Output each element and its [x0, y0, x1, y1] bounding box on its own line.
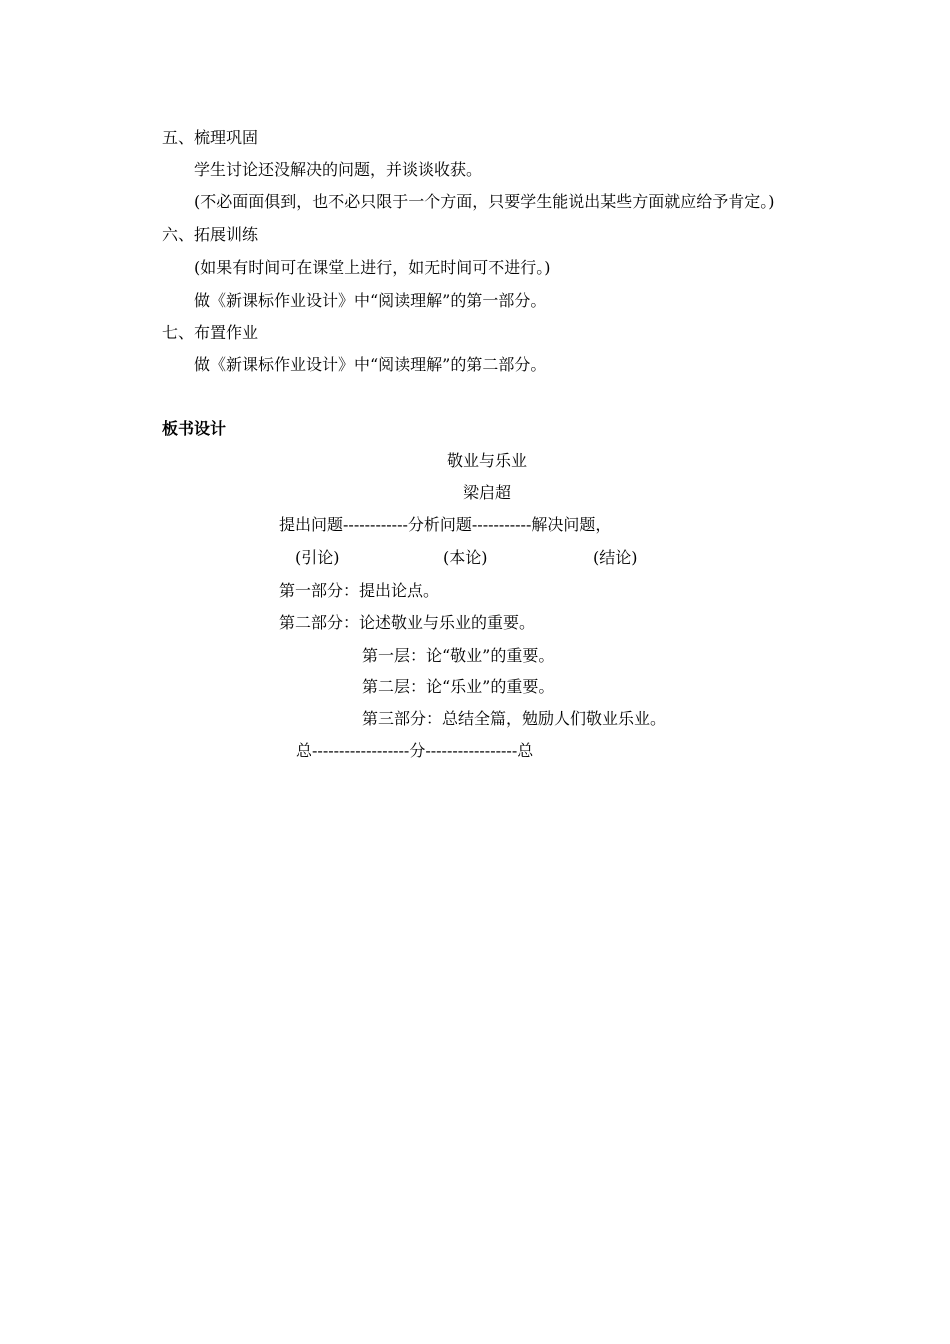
board-flow: 提出问题------------分析问题-----------解决问题，	[279, 515, 612, 534]
board-part-2: 第二部分：论述敬业与乐业的重要。	[279, 613, 536, 632]
section-heading-6: 六、拓展训练	[162, 225, 259, 244]
section-line: 做《新课标作业设计》中“阅读理解”的第一部分。	[194, 291, 547, 310]
board-heading: 板书设计	[162, 419, 227, 438]
board-title: 敬业与乐业	[447, 451, 528, 470]
section-line: 学生讨论还没解决的问题，并谈谈收获。	[194, 160, 483, 179]
section-line: (如果有时间可在课堂上进行，如无时间可不进行。)	[194, 258, 551, 277]
board-layer-1: 第一层：论“敬业”的重要。	[362, 646, 555, 665]
section-line: (不必面面俱到，也不必只限于一个方面，只要学生能说出某些方面就应给予肯定。)	[194, 192, 775, 211]
board-label-intro: (引论)	[295, 548, 340, 567]
section-heading-5: 五、梳理巩固	[162, 128, 259, 147]
board-structure: 总------------------分-----------------总	[296, 741, 534, 760]
board-label-body: (本论)	[443, 548, 488, 567]
section-heading-7: 七、布置作业	[162, 323, 259, 342]
board-layer-2: 第二层：论“乐业”的重要。	[362, 677, 555, 696]
board-author: 梁启超	[463, 483, 512, 502]
board-part-3: 第三部分：总结全篇，勉励人们敬业乐业。	[362, 709, 667, 728]
board-label-conclusion: (结论)	[593, 548, 638, 567]
section-line: 做《新课标作业设计》中“阅读理解”的第二部分。	[194, 355, 547, 374]
board-part-1: 第一部分：提出论点。	[279, 581, 440, 600]
